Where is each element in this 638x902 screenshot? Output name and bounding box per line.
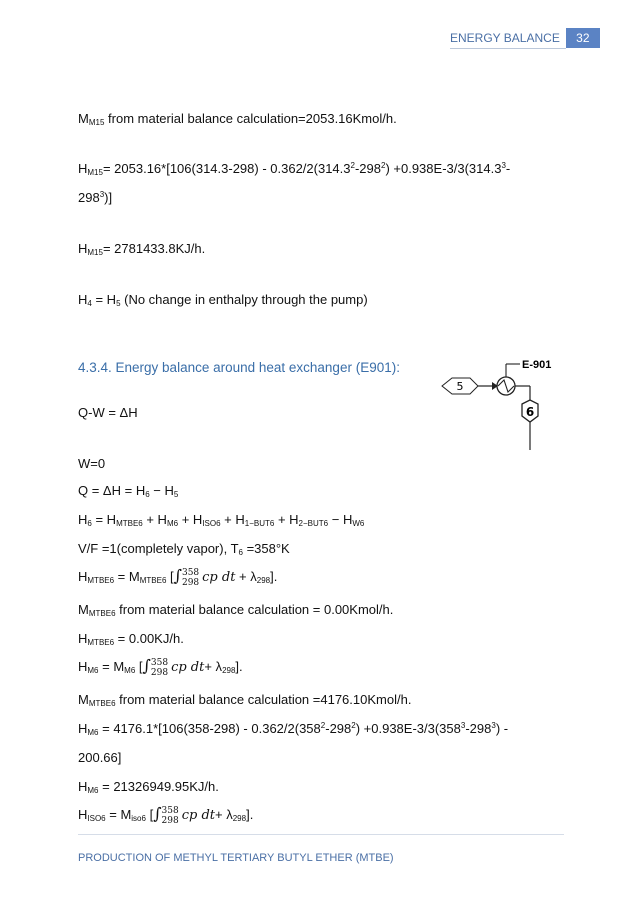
text-line: $H_{M15}= 2781433.8KJ/h$. (78, 241, 206, 257)
text-line: $M_{M15}$ from material balance calculation=2053.16Kmol/h. (78, 111, 397, 127)
text-line: $H_{MTBE6} = 0.00KJ/h$. (78, 631, 184, 647)
page-number: 32 (566, 28, 600, 48)
integral-limits: 358 298 (181, 567, 200, 588)
text-line: $Q = \Delta H = H_6 - H_5$ (78, 483, 179, 499)
integral-limits: 358 298 (150, 657, 169, 678)
stream-out-marker (522, 400, 538, 422)
text-line: $H_{M6} = 21326949.95KJ/h$. (78, 779, 219, 795)
integral-sign: ∫ (173, 566, 182, 585)
text-line: $H_{M15}= 2053.16*[106(314.3-298) - 0.362/2(314.3^2-298^2) +0.938E-3/3(314.3^3-$ (78, 161, 511, 177)
equation-line: $H_{M6} = M_{M6}$ [∫ 358 298 cp $dt+ \lambda_{298}$]. (78, 656, 243, 678)
integral-sign: ∫ (153, 804, 162, 823)
equation-line: $H_{MTBE6} = M_{MTBE6}$ [∫ 358 298 cp dt + $\lambda_{298}$]. (78, 566, 278, 588)
text-line: $298^3$)] (78, 190, 113, 205)
integral-sign: ∫ (142, 656, 151, 675)
text-line: Q-W = ΔH (78, 405, 138, 420)
section-heading: 4.3.4. Energy balance around heat exchanger (E901): (78, 360, 400, 375)
stream-out-label: 6 (525, 405, 535, 419)
page-footer: PRODUCTION OF METHYL TERTIARY BUTYL ETHER (MTBE) (78, 852, 394, 864)
heat-exchanger-diagram (440, 354, 570, 454)
equation-line: $H_{ISO6} = M_{iso6}$ [∫ 358 298 cp $dt+ \lambda_{298}$]. (78, 804, 254, 826)
stream-in-marker (442, 378, 478, 394)
text-line: V/F =1(completely vapor), $T_6 =358^\circ K$ (78, 541, 290, 557)
page-header (450, 28, 600, 48)
text-line: W=0 (78, 456, 106, 471)
text-line: 200.66] (78, 750, 122, 765)
text-line: $M_{MTBE6}$ from material balance calculation = 0.00Kmol/h. (78, 602, 394, 618)
text-line: $H_6 = H_{MTBE6} + H_{M6} + H_{ISO6} + H_{1-BUT6} + H_{2-BUT6} - H_{W6}$ (78, 512, 365, 528)
stream-in-label: 5 (456, 380, 464, 393)
text-line: $M_{MTBE6}$ from material balance calculation =4176.10Kmol/h. (78, 692, 412, 708)
footer-divider (78, 834, 564, 835)
unit-label: E-901 (522, 359, 552, 371)
integral-limits: 358 298 (161, 805, 179, 826)
text-line: $H_4 = H_5$ (No change in enthalpy through the pump) (78, 292, 368, 308)
header-title: ENERGY BALANCE (450, 28, 566, 49)
text-line: $H_{M6} = 4176.1*[106(358-298) - 0.362/2(358^2-298^2) +0.938E-3/3(358^3-298^3)$ - (78, 721, 509, 737)
